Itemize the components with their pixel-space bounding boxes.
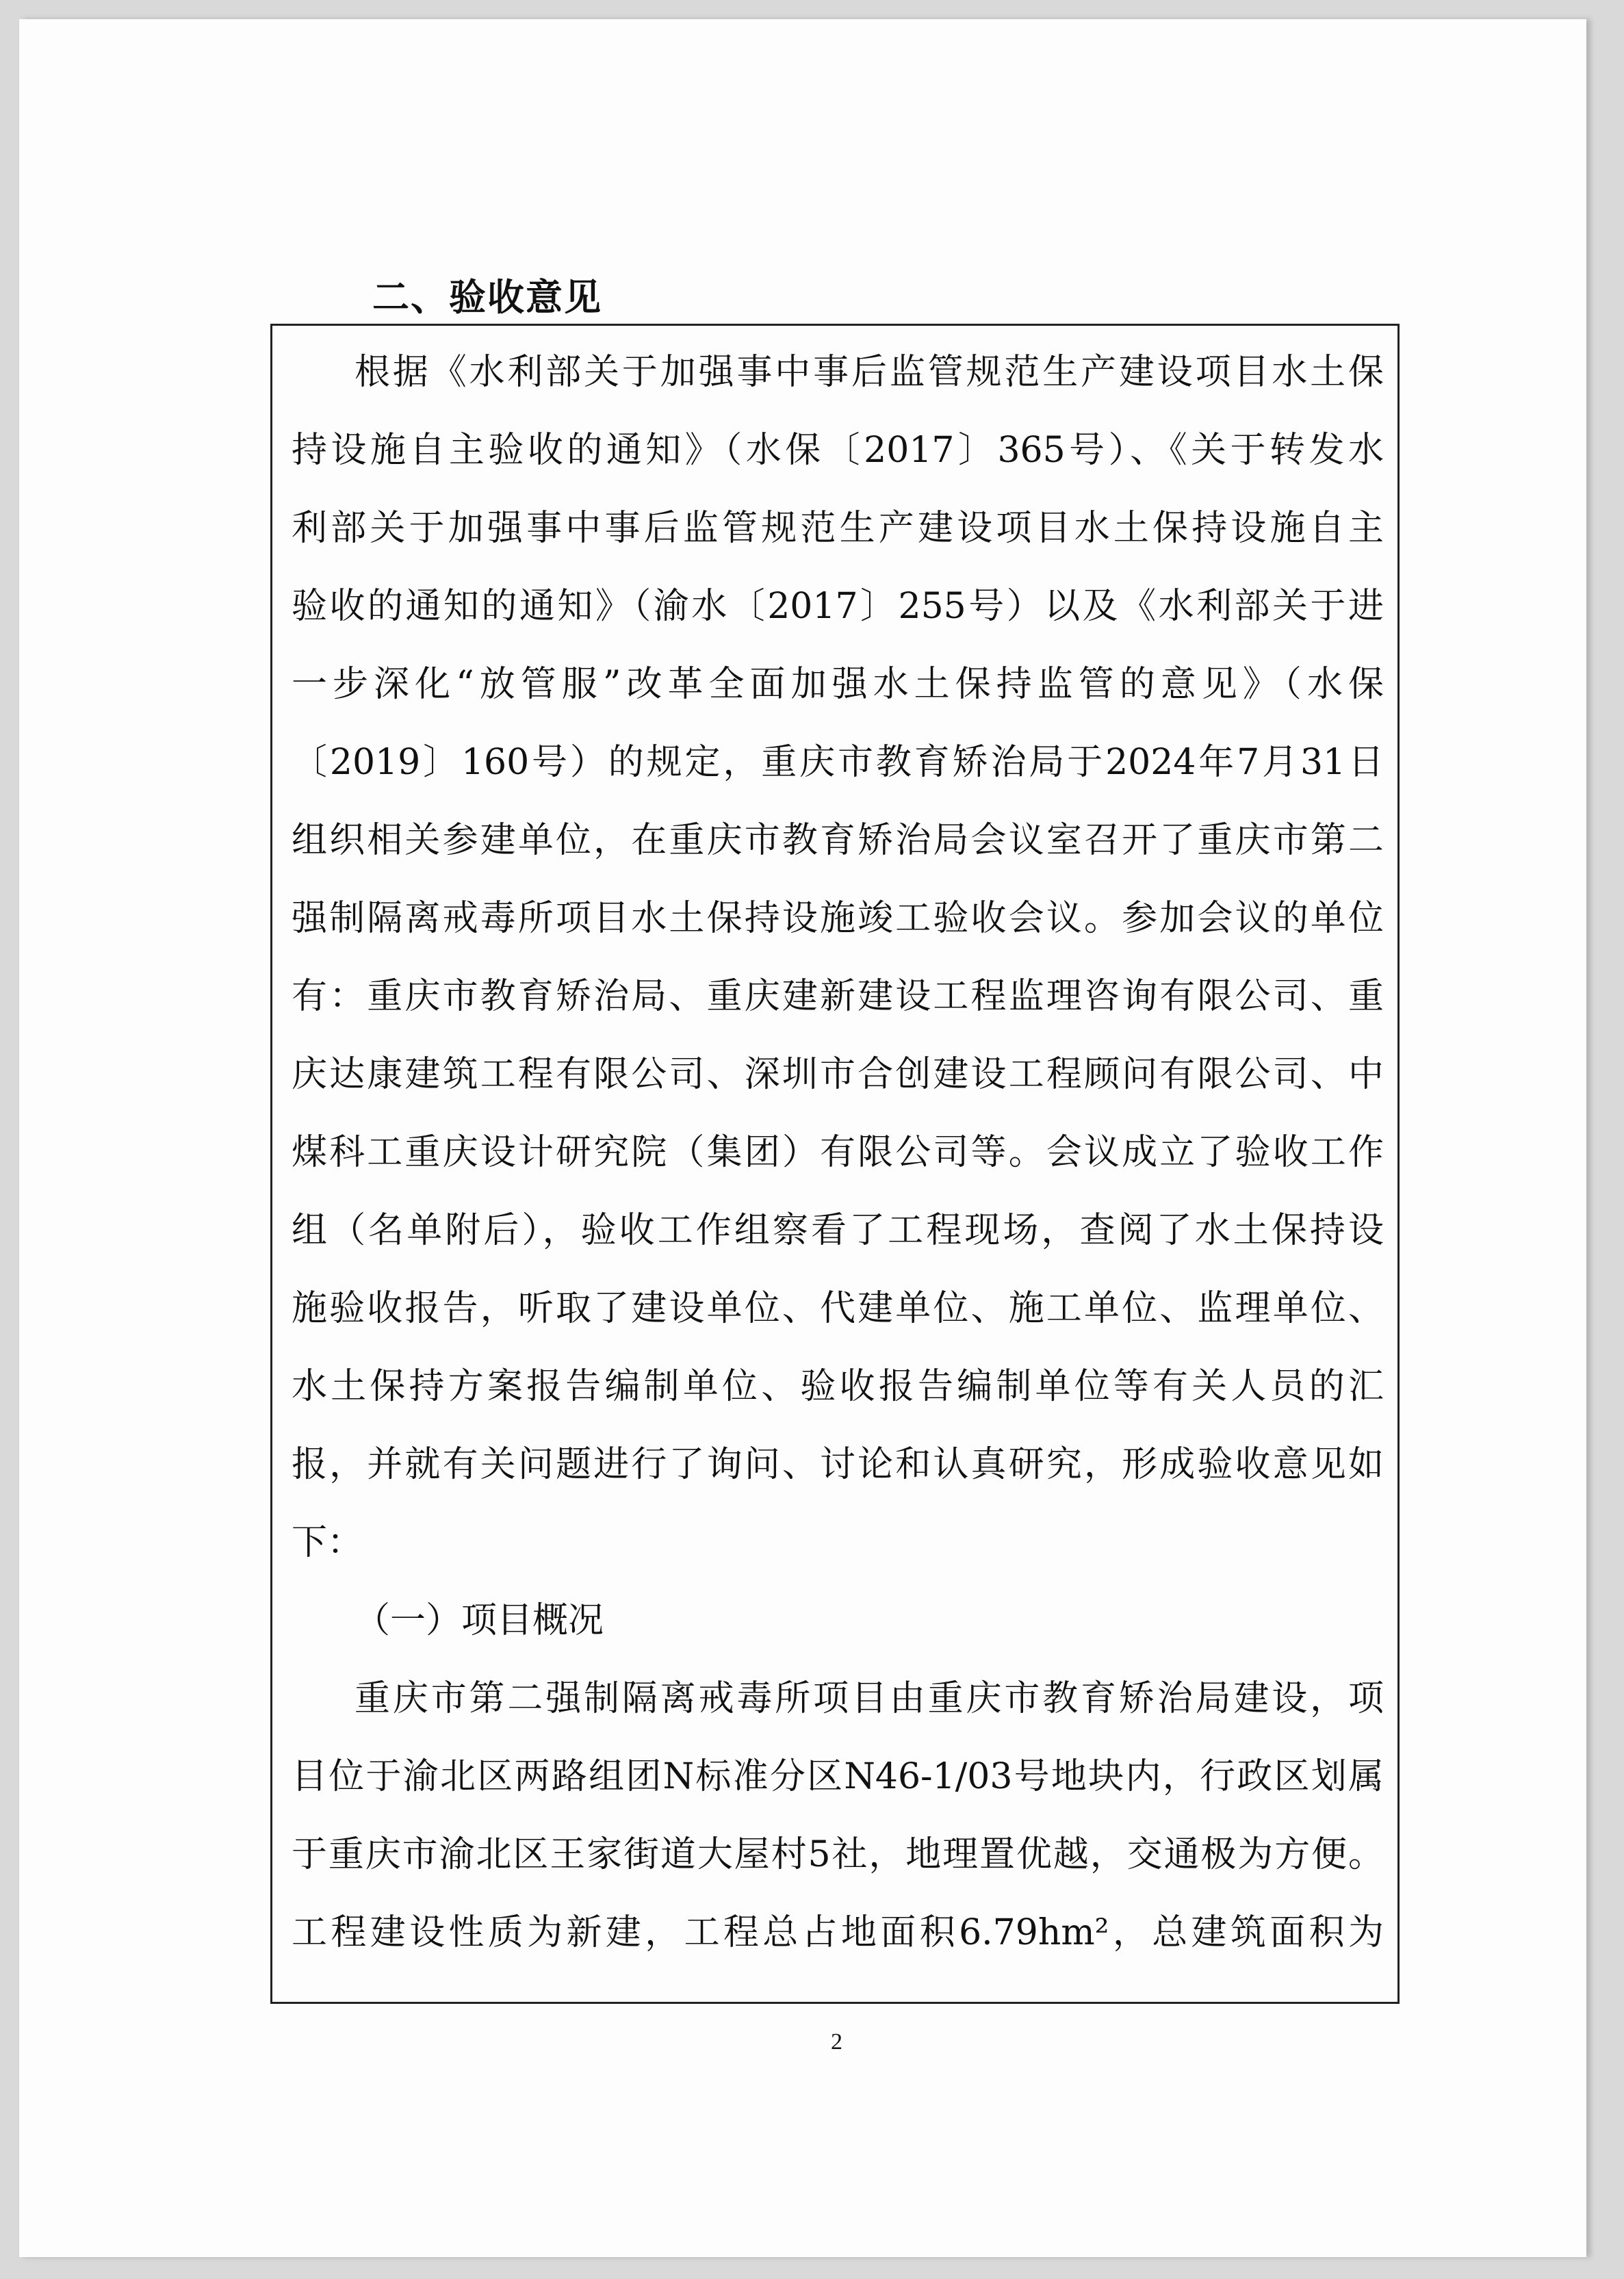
text-line: 根据《水利部关于加强事中事后监管规范生产建设项目水土保 xyxy=(355,352,1384,393)
text-line: 庆达康建筑工程有限公司、深圳市合创建设工程顾问有限公司、中 xyxy=(292,1054,1384,1095)
text-line: 〔2019〕160号）的规定，重庆市教育矫治局于2024年7月31日 xyxy=(292,742,1384,783)
text-line: 组（名单附后），验收工作组察看了工程现场，查阅了水土保持设 xyxy=(292,1210,1384,1251)
text-line: 组织相关参建单位，在重庆市教育矫治局会议室召开了重庆市第二 xyxy=(292,820,1384,861)
page-number: 2 xyxy=(831,2029,842,2055)
text-line: 于重庆市渝北区王家街道大屋村5社，地理置优越，交通极为方便。 xyxy=(292,1834,1384,1875)
text-line: 利部关于加强事中事后监管规范生产建设项目水土保持设施自主 xyxy=(292,508,1384,549)
document-page xyxy=(19,19,1586,2257)
text-line: 一步深化“放管服”改革全面加强水土保持监管的意见》（水保 xyxy=(292,664,1384,705)
text-line: 强制隔离戒毒所项目水土保持设施竣工验收会议。参加会议的单位 xyxy=(292,898,1384,939)
section-heading: 二、验收意见 xyxy=(372,276,602,319)
text-line: 施验收报告，听取了建设单位、代建单位、施工单位、监理单位、 xyxy=(292,1288,1384,1329)
text-line: 持设施自主验收的通知》（水保〔2017〕365号）、《关于转发水 xyxy=(292,430,1384,471)
opinion-text-box xyxy=(270,324,1400,2004)
text-line: 有：重庆市教育矫治局、重庆建新建设工程监理咨询有限公司、重 xyxy=(292,976,1384,1017)
text-line: 水土保持方案报告编制单位、验收报告编制单位等有关人员的汇 xyxy=(292,1366,1384,1407)
text-line: 重庆市第二强制隔离戒毒所项目由重庆市教育矫治局建设，项 xyxy=(355,1678,1384,1719)
text-line: 报，并就有关问题进行了询问、讨论和认真研究，形成验收意见如 xyxy=(292,1444,1384,1485)
subsection-heading: （一）项目概况 xyxy=(355,1600,604,1641)
text-line: 煤科工重庆设计研究院（集团）有限公司等。会议成立了验收工作 xyxy=(292,1132,1384,1173)
text-line: 目位于渝北区两路组团N标准分区N46-1/03号地块内，行政区划属 xyxy=(292,1756,1384,1797)
text-line: 工程建设性质为新建，工程总占地面积6.79hm²，总建筑面积为 xyxy=(292,1912,1384,1953)
text-line: 验收的通知的通知》（渝水〔2017〕255号）以及《水利部关于进 xyxy=(292,586,1384,627)
text-line: 下： xyxy=(292,1522,363,1563)
